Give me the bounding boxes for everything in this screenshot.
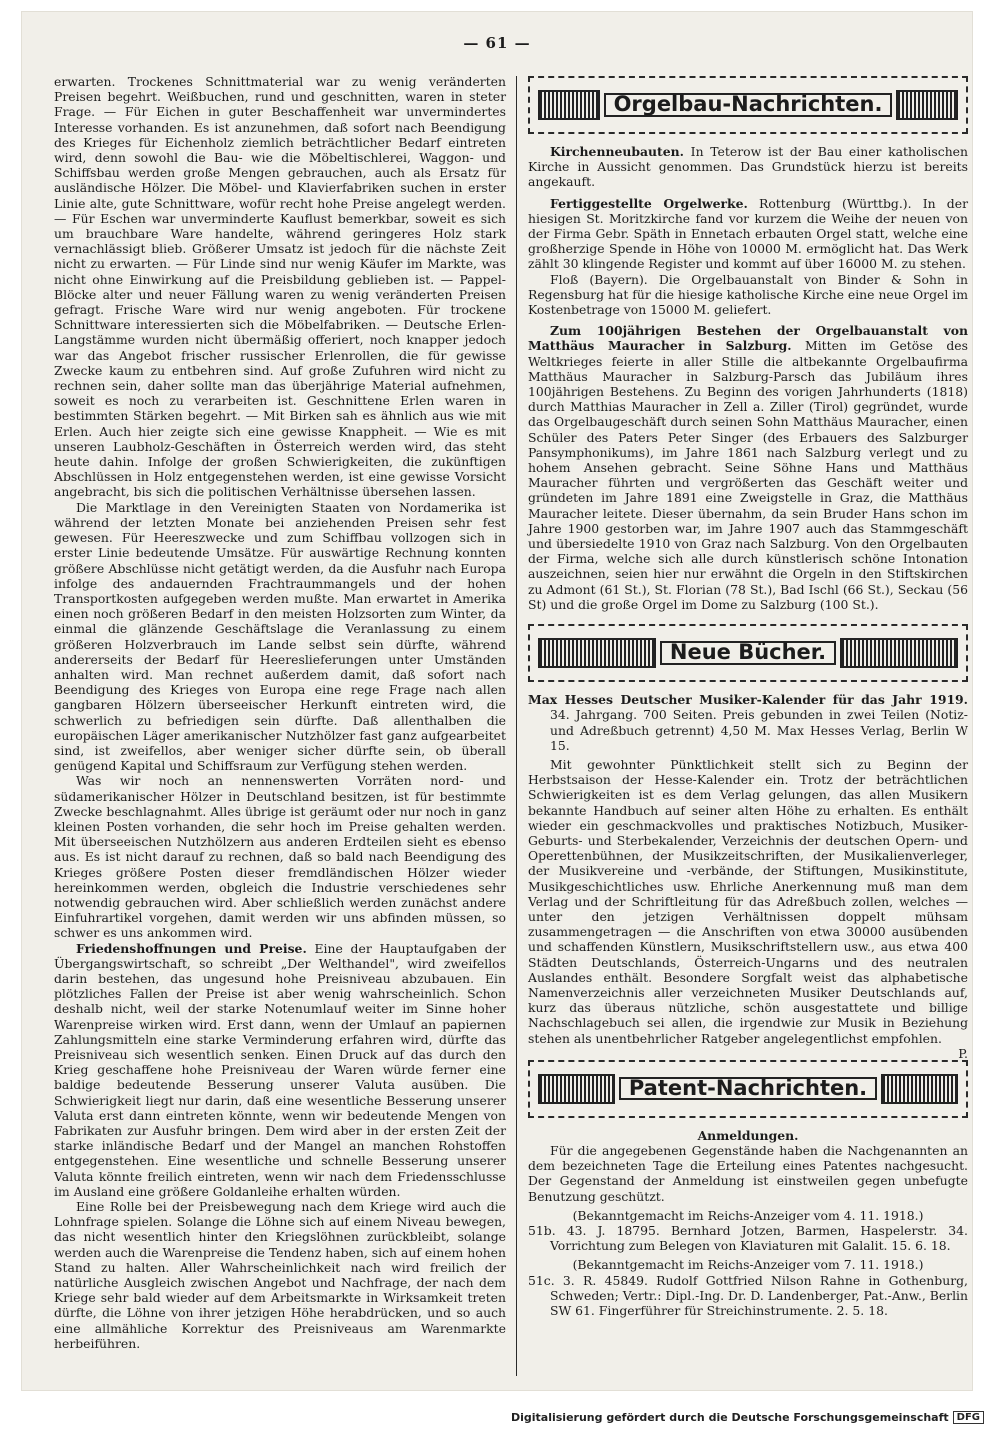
review-signature: P. — [958, 1045, 968, 1061]
hatch-ornament — [881, 1074, 958, 1104]
hatch-ornament — [538, 638, 656, 668]
banner-patents — [528, 1060, 968, 1118]
paragraph-peace-prices — [54, 941, 506, 1199]
text-mauracher: Mitten im Getöse des Weltkrieges feierte in aller Stille die altbekannte Orgelbaufirma Matthäus Mauracher in Salzburg-Parsch das Jubiläum ihres 100jährigen Bestehens. Zu Beginn des vorigen Jahrhunderts (1818) durch Matthias Mauracher in Zell a. Ziller (Tirol) gegründet, wurde das Orgelbaugeschäft durch seinen Sohn Matthäus Mauracher, einen Schüler des Paters Peter Singer (des Erbauers des Salzburger Pansymphonikums), im Jahre 1861 nach Salzburg verlegt und zu hohem Ansehen gebracht. Seine Söhne Hans und Matthäus Mauracher führten und vergrößerten das Geschäft weiter und gründeten im Jahre 1891 eine Zweigstelle in Graz, die Matthäus Mauracher leitete. Dieser übernahm, da sein Bruder Hans schon im Jahre 1900 gestorben war, im Jahre 1907 auch das Stammgeschäft und übersiedelte 1910 von Graz nach Salzburg. Von den Orgelbauten der Firma, welche sich alle durch künstlerisch schöne Intonation auszeichnen, seien hier nur erwähnt die Orgeln in den Stiftskirchen zu Admont (61 St.), St. Florian (78 St.), Bad Ischl (66 St.), Seckau (56 St) und die große Orgel im Dome zu Salzburg (100 St.). — [528, 338, 968, 612]
patent-entry-1: 51b. 43. J. 18795. Bernhard Jotzen, Barmen, Haspelerstr. 34. Vorrichtung zum Belegen von Klaviaturen mit Galalit. 15. 6. 18. — [528, 1222, 968, 1254]
paragraph-wood-market: erwarten. Trockenes Schnittmaterial war zu wenig veränderten Preisen begehrt. Weißbuchen, rund und geschnitten, waren in steter Frage. — Für Eichen in guter Beschaffenheit war unvermindertes Interesse vorhanden. Es ist anzunehmen, daß sofort nach Beendigung des Krieges für Eichenholz ziemlich beträchtlicher Bedarf eintreten wird, denn sowohl die Bau- wie die Möbeltischlerei, Waggon- und Schiffsbau werden große Mengen gebrauchen, auch als Ersatz für ausländische Hölzer. Die Möbel- und Klavierfabriken suchen in erster Linie alte, gute Schnittware, wofür recht hohe Preise angelegt werden. — Für Eschen war unverminderte Kauflust bemerkbar, soweit es sich um brauchbare Ware handelte, während geringeres Holz stark vernachlässigt blieb. Größerer Umsatz ist jedoch für die nächste Zeit nicht zu erwarten. — Für Linde sind nur wenig Käufer im Markte, was nicht ohne Einwirkung auf die Preisbildung geblieben ist. — Pappel-Blöcke alter und neuer Fällung waren zu wenig veränderten Preisen gefragt. Frische Ware wird nur wenig angeboten. Für trockene Schnittware interessierten sich die Möbelfabriken. — Deutsche Erlen-Langstämme wurden nicht übermäßig offeriert, noch knapper jedoch war das Angebot frischer russischer Erlenrollen, die für gewisse Zwecke kaum zu entbehren sind. Auf große Zufuhren wird nicht zu rechnen sein, daher sollte man das überjährige Material aufnehmen, soweit es noch zu verarbeiten ist. Geschnittene Erlen waren in bestimmten Stärken begehrt. — Mit Birken sah es ähnlich aus wie mit Erlen. Auch hier zeigte sich eine gewisse Knappheit. — Wie es mit unseren Laubholz-Geschäften in Österreich werden wird, das steht heute dahin. Infolge der großen Schwierigkeiten, die zukünftigen Abschlüssen in Holz entgegenstehen werden, ist eine gewisse Vorsicht angebracht, bis sich die politischen Verhältnisse übersehen lassen. — [54, 74, 506, 500]
paragraph-finished-organs — [528, 196, 968, 272]
dfg-logo-icon: DFG — [953, 1411, 984, 1424]
scanned-page — [22, 12, 972, 1390]
digitization-credit — [511, 1411, 984, 1424]
heading-church-construction: Kirchenneubauten. — [550, 144, 684, 159]
hatch-ornament — [896, 90, 958, 120]
credit-text: Digitalisierung gefördert durch die Deutsche Forschungsgemeinschaft — [510, 1411, 949, 1424]
heading-applications: Anmeldungen. — [697, 1127, 799, 1143]
text-church-construction: In Teterow ist der Bau einer katholischen Kirche in Aussicht genommen. Das Grundstück hierzu ist bereits angekauft. — [528, 144, 968, 190]
left-column — [54, 74, 506, 1351]
hatch-ornament — [840, 638, 958, 668]
paragraph-church-construction — [528, 144, 968, 190]
heading-book-entry: Max Hesses Deutscher Musiker-Kalender für das Jahr 1919. — [528, 692, 968, 708]
banner-books — [528, 624, 968, 682]
paragraph-floss: Floß (Bayern). Die Orgelbauanstalt von Binder & Sohn in Regensburg hat für die hiesige katholische Kirche eine neue Orgel im Kostenbetrage von 15000 M. geliefert. — [528, 271, 968, 318]
heading-mauracher: Zum 100jährigen Bestehen der Orgelbauanstalt von Matthäus Mauracher in Salzburg. — [528, 323, 968, 354]
text-peace-prices: Eine der Hauptaufgaben der Übergangswirtschaft, so schreibt „Der Welthandel", wird zweifellos darin bestehen, das ungesund hohe Preisniveau abzubauen. Ein plötzliches Fallen der Preise ist aber wenig wahrscheinlich. Schon deshalb nicht, weil der starke Notenumlauf weiter im Sinne hoher Warenpreise wirken wird. Erst dann, wenn der Umlauf an papiernen Zahlungsmitteln eine starke Verminderung erfahren wird, dürfte das Preisniveau sich wesentlich senken. Einen Druck auf das durch den Krieg geschaffene hohe Preisniveau der Waren würde ferner eine baldige bedeutende Besserung unserer Valuta ausüben. Die Schwierigkeit liegt nur darin, daß eine wesentliche Besserung unserer Valuta erst dann eintreten könnte, wenn wir bedeutende Mengen von Fabrikaten zur Ausfuhr bringen. Dem wird aber in der ersten Zeit der starke inländische Bedarf und der Mangel an manchen Rohstoffen entgegenstehen. Eine wesentliche und schnelle Besserung unserer Valuta könnte freilich eintreten, wenn wir nach dem Friedensschlusse im Ausland eine größere Goldanleihe erhalten würden. — [54, 940, 506, 1199]
text-book-review: Mit gewohnter Pünktlichkeit stellt sich zu Beginn der Herbstsaison der Hesse-Kalender ein. Trotz der beträchtlichen Schwierigkeiten ist es dem Verlag gelungen, das allen Musikern bekannte Handbuch auf seiner alten Höhe zu erhalten. Es enthält wieder ein geschmackvolles und praktisches Notizbuch, Musiker-Geburts- und Sterbekalender, Verzeichnis der deutschen Opern- und Operettenbühnen, der Musikzeitschriften, der Musikalienverleger, der Musikvereine und -verbände, der Stiftungen, Musikinstitute, Musikgeschichtliches usw. Ehrliche Anerkennung muß man dem Verlag und der Schriftleitung für das Adreßbuch zollen, welches — unter den jetzigen Verhältnissen doppelt mühsam zusammengetragen — die Anschriften von etwa 30000 ausübenden und schaffenden Künstlern, Musikschriftstellern usw., aus etwa 400 Städten Deutschlands, Österreich-Ungarns und des neutralen Auslandes enthält. Besondere Sorgfalt weist das alphabetische Namenverzeichnis aller verzeichneten Musiker Deutschlands auf, kurz das überaus nützliche, schön ausgestattete und billige Nachschlagebuch sei allen, die irgendwie zur Musik in Beziehung stehen als unentbehrlicher Ratgeber angelegentlichst empfohlen. — [528, 756, 968, 1046]
page-number: — 61 — — [463, 34, 531, 52]
text-book-entry: 34. Jahrgang. 700 Seiten. Preis gebunden in zwei Teilen (Notiz- und Adreßbuch getrennt) 4,50 M. Max Hesses Verlag, Berlin W 15. — [550, 707, 968, 753]
paragraph-mauracher — [528, 323, 968, 612]
banner-books-title: Neue Bücher. — [660, 641, 836, 664]
patent-notice-1: (Bekanntgemacht im Reichs-Anzeiger vom 4. 11. 1918.) — [572, 1207, 924, 1223]
right-column — [528, 74, 968, 1318]
paragraph-book-review — [528, 756, 968, 1061]
paragraph-wages: Eine Rolle bei der Preisbewegung nach dem Kriege wird auch die Lohnfrage spielen. Solange die Löhne sich auf einem Niveau bewegen, das nicht wesentlich hinter den Kriegslöhnen zurückbleibt, solange werden auch die Warenpreise die Tendenz haben, sich auf einem hohen Stand zu halten. Aller Wahrscheinlichkeit nach wird freilich der natürliche Ausgleich zwischen Angebot und Nachfrage, der nach dem Kriege sehr bald wieder auf dem Arbeitsmarkte in Wirksamkeit treten dürfte, die Löhne von ihrer jetzigen Höhe herabdrücken, und so auch eine allmähliche Korrektur des Preisniveaus am Warenmarkte herbeiführen. — [54, 1199, 506, 1351]
patent-entry-2: 51c. 3. R. 45849. Rudolf Gottfried Nilson Rahne in Gothenburg, Schweden; Vertr.: Dipl.-Ing. Dr. D. Landenberger, Pat.-Anw., Berlin SW 61. Fingerführer für Streichinstrumente. 2. 5. 18. — [528, 1272, 968, 1318]
hatch-ornament — [538, 90, 600, 120]
patent-notice-2: (Bekanntgemacht im Reichs-Anzeiger vom 7. 11. 1918.) — [572, 1257, 924, 1273]
paragraph-usa-market: Die Marktlage in den Vereinigten Staaten von Nordamerika ist während der letzten Monate bei anziehenden Preisen sehr fest gewesen. Für Heereszwecke und zum Schiffbau vollzogen sich in erster Linie bedeutende Umsätze. Für auswärtige Rechnung konnten größere Abschlüsse nicht getätigt werden, da die Ausfuhr nach Europa infolge des andauernden Frachtraummangels und der hohen Transportkosten aufgegeben werden mußte. Man erwartet in Amerika einen noch größeren Bedarf in den meisten Holzsorten zum Winter, da einmal die glänzende Geschäftslage die Veranlassung zu einem größeren Holzverbrauch im Lande selbst sein dürfte, während andererseits der Bedarf für Heereslieferungen unter Umständen anhalten wird. Man rechnet außerdem damit, daß sofort nach Beendigung des Krieges von Europa eine rege Frage nach allen gangbaren Hölzern überseeischer Herkunft eintreten wird, die schwerlich zu befriedigen sein dürfte. Daß allenthalben die europäischen Läger amerikanischer Nutzhölzer fast ganz aufgearbeitet sind, ist zweifellos, aber weniger sicher dürfte sein, ob überall genügend Kapital und Schiffsraum zur Verfügung stehen werden. — [54, 499, 506, 774]
column-divider — [516, 76, 517, 1376]
hatch-ornament — [538, 1074, 615, 1104]
heading-peace-prices: Friedenshoffnungen und Preise. — [76, 940, 307, 956]
heading-finished-organs: Fertiggestellte Orgelwerke. — [550, 195, 748, 211]
paragraph-american-stocks: Was wir noch an nennenswerten Vorräten nord- und südamerikanischer Hölzer in Deutschland besitzen, ist für bestimmte Zwecke beschlagnahmt. Alles übrige ist geräumt oder nur noch in ganz kleinen Posten vorhanden, die sehr hoch im Preise gehalten werden. Mit überseeischen Nutzhölzern aus anderen Erdteilen sieht es ebenso aus. Es ist nicht darauf zu rechnen, daß so bald nach Beendigung des Krieges größere Posten dieser fremdländischen Hölzer wieder hereinkommen werden, obgleich die Industrie verschiedenes sehr notwendig gebrauchen wird. Aber schließlich werden zunächst andere Einfuhrartikel vorgehen, damit werden wir uns abfinden müssen, so schwer es uns ankommen wird. — [54, 773, 506, 941]
banner-orgelbau — [528, 76, 968, 134]
banner-orgelbau-title: Orgelbau-Nachrichten. — [604, 93, 893, 116]
paragraph-patent-intro: Für die angegebenen Gegenstände haben die Nachgenannten an dem bezeichneten Tage die Erteilung eines Patentes nachgesucht. Der Gegenstand der Anmeldung ist einstweilen gegen unbefugte Benutzung geschützt. — [528, 1142, 968, 1204]
text-finished-organs: Rottenburg (Württbg.). In der hiesigen St. Moritzkirche fand vor kurzem die Weihe der neuen von der Firma Gebr. Späth in Ennetach erbauten Orgel statt, welche eine großherzige Spende in Höhe von 10000 M. ermöglicht hat. Das Werk zählt 30 klingende Register und kommt auf über 16000 M. zu stehen. — [528, 195, 968, 272]
banner-patents-title: Patent-Nachrichten. — [619, 1077, 877, 1100]
paragraph-book-entry — [528, 692, 968, 753]
